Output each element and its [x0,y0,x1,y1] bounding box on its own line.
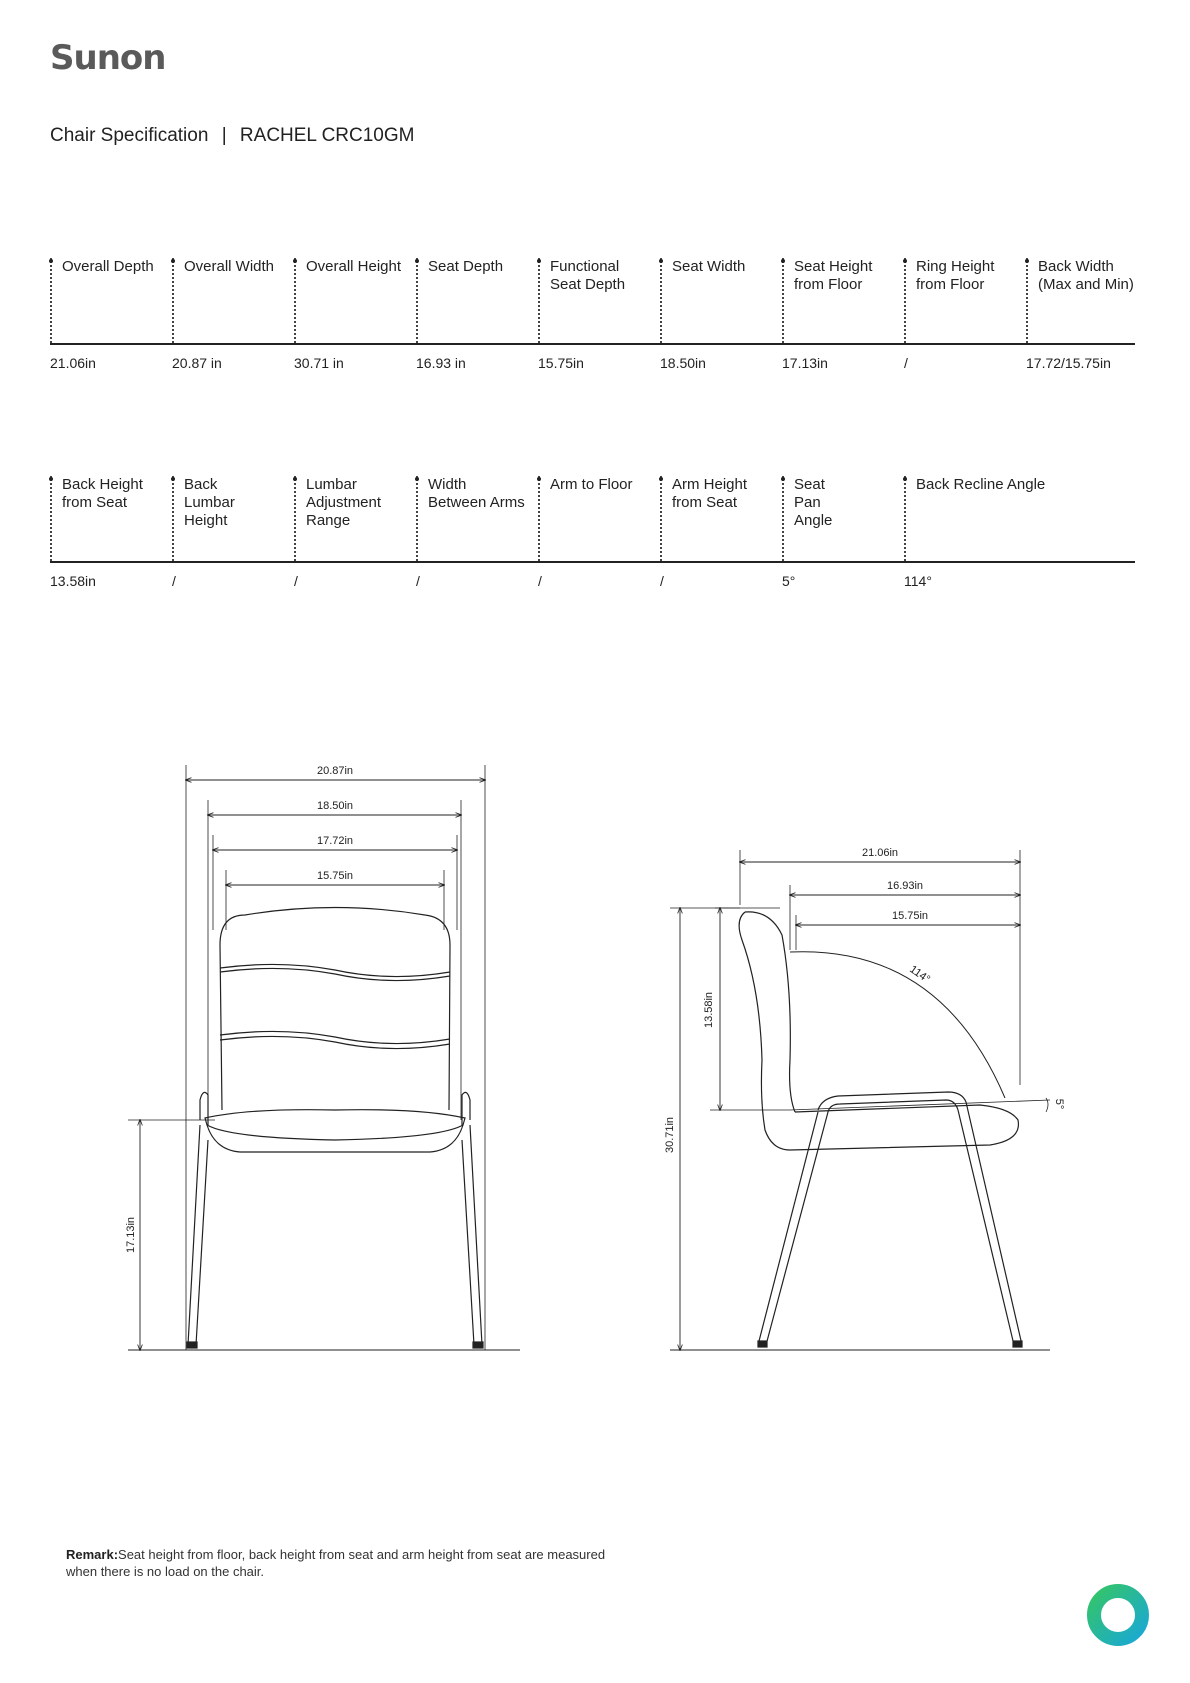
dim-recline-angle: 114° [907,963,933,986]
dim-back-width-min: 15.75in [316,870,354,882]
spec-value: 5° [782,573,796,589]
dim-overall-width: 20.87in [316,765,354,777]
spec-label: Ring Height from Floor [904,258,1004,343]
spec-value: 114° [904,573,932,589]
spec-label: Back Recline Angle [904,476,1154,561]
dim-back-width-max: 17.72in [316,835,354,847]
spec-label: Back Lumbar Height [172,476,272,561]
spec-label: Seat Width [660,258,782,343]
remark-label: Remark: [66,1547,119,1562]
brand-ring-icon [1083,1580,1153,1650]
sunon-logo: Sunon [50,38,166,78]
spec-label: Back Height from Seat [50,476,150,561]
spec-label: Lumbar Adjustment Range [294,476,384,561]
title-separator: | [221,125,227,146]
spec-value: 13.58in [50,573,96,589]
spec-label: Overall Height [294,258,416,343]
spec-label: Seat Pan Angle [782,476,852,561]
spec-label: Arm to Floor [538,476,660,561]
dim-seat-depth: 16.93in [886,880,924,892]
spec-value: 18.50in [660,355,706,371]
spec-label: Overall Width [172,258,294,343]
spec-value: 20.87 in [172,355,222,371]
dim-seat-height: 17.13in [125,1216,137,1254]
spec-value: 16.93 in [416,355,466,371]
spec-value: 17.13in [782,355,828,371]
spec-value: / [172,573,176,589]
spec-label: Arm Height from Seat [660,476,750,561]
spec-value: / [660,573,664,589]
spec-value: 21.06in [50,355,96,371]
spec-label: Seat Height from Floor [782,258,882,343]
title-label: Chair Specification [50,125,209,146]
spec-label: Functional Seat Depth [538,258,628,343]
title-model: RACHEL CRC10GM [239,125,415,146]
spec-value: / [904,355,908,371]
dim-overall-height: 30.71in [664,1116,676,1154]
spec-value: 30.71 in [294,355,344,371]
front-view-drawing [128,765,520,1350]
dim-functional-depth: 15.75in [891,910,929,922]
dim-back-height: 13.58in [703,991,715,1029]
spec-label: Width Between Arms [416,476,526,561]
spec-label: Back Width (Max and Min) [1026,258,1146,343]
side-view-drawing [670,850,1050,1350]
spec-value: / [538,573,542,589]
dim-pan-angle: 5° [1053,1098,1065,1110]
spec-value: 15.75in [538,355,584,371]
spec-value: / [294,573,298,589]
spec-value: 17.72/15.75in [1026,355,1111,371]
remark-text: Seat height from floor, back height from seat and arm height from seat are measured when there is no load on the chair. [66,1547,606,1579]
dim-overall-depth: 21.06in [861,847,899,859]
remark-note [66,1546,626,1580]
spec-label: Overall Depth [50,258,172,343]
spec-value: / [416,573,420,589]
dim-seat-width: 18.50in [316,800,354,812]
spec-label: Seat Depth [416,258,538,343]
